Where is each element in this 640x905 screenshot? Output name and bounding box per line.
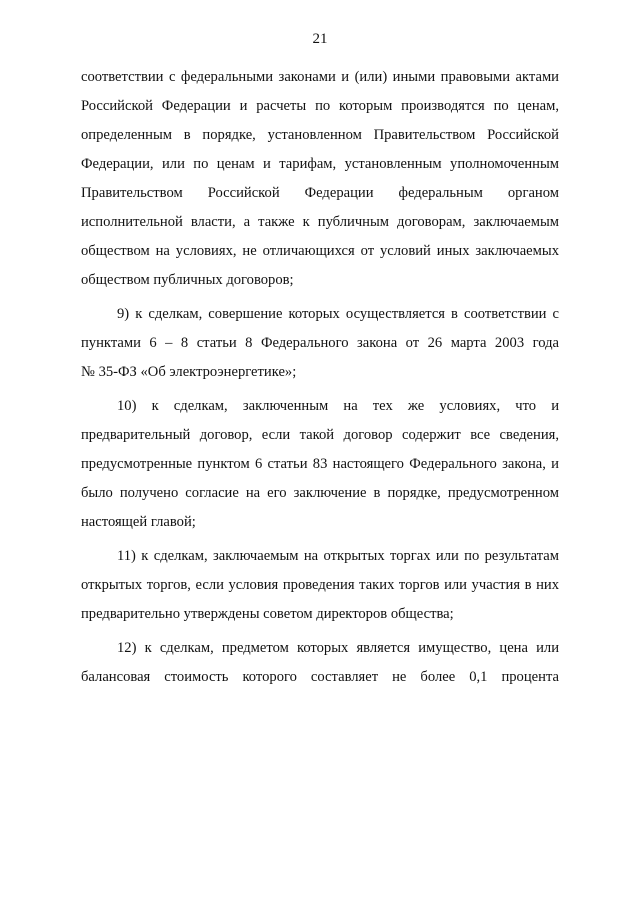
- text-line: определенным в порядке, установленном Правительством Российской: [81, 127, 559, 143]
- text-line: 9) к сделкам, совершение которых осуществляется в соответствии с: [117, 306, 559, 322]
- text-line: Правительством Российской Федерации федеральным органом: [81, 185, 559, 201]
- document-body: [81, 63, 559, 692]
- text-line: Российской Федерации и расчеты по которым производятся по ценам,: [81, 98, 559, 114]
- paragraph-item-12: [81, 634, 559, 692]
- text-line: Федерации, или по ценам и тарифам, установленным уполномоченным: [81, 156, 559, 172]
- text-line: обществом публичных договоров;: [81, 272, 294, 288]
- paragraph-continuation: [81, 63, 559, 295]
- text-line: 11) к сделкам, заключаемым на открытых торгах или по результатам: [117, 548, 559, 564]
- text-line: балансовая стоимость которого составляет не более 0,1 процента: [81, 669, 559, 685]
- paragraph-item-10: [81, 392, 559, 537]
- text-line: предусмотренные пунктом 6 статьи 83 настоящего Федерального закона, и: [81, 456, 559, 472]
- text-line: открытых торгов, если условия проведения таких торгов или участия в них: [81, 577, 559, 593]
- text-line: 12) к сделкам, предметом которых является имущество, цена или: [117, 640, 559, 656]
- paragraph-item-11: [81, 542, 559, 629]
- text-line: предварительно утверждены советом директоров общества;: [81, 606, 454, 622]
- page-number: 21: [312, 31, 328, 47]
- text-line: обществом на условиях, не отличающихся от условий иных заключаемых: [81, 243, 559, 259]
- text-line: предварительный договор, если такой договор содержит все сведения,: [81, 427, 559, 443]
- paragraph-item-9: [81, 300, 559, 387]
- text-line: было получено согласие на его заключение в порядке, предусмотренном: [81, 485, 559, 501]
- text-line: пунктами 6 – 8 статьи 8 Федерального закона от 26 марта 2003 года: [81, 335, 559, 351]
- text-line: исполнительной власти, а также к публичным договорам, заключаемым: [81, 214, 559, 230]
- text-line: № 35-ФЗ «Об электроэнергетике»;: [81, 364, 297, 380]
- text-line: соответствии с федеральными законами и (или) иными правовыми актами: [81, 69, 559, 85]
- text-line: настоящей главой;: [81, 514, 196, 530]
- text-line: 10) к сделкам, заключенным на тех же условиях, что и: [117, 398, 559, 414]
